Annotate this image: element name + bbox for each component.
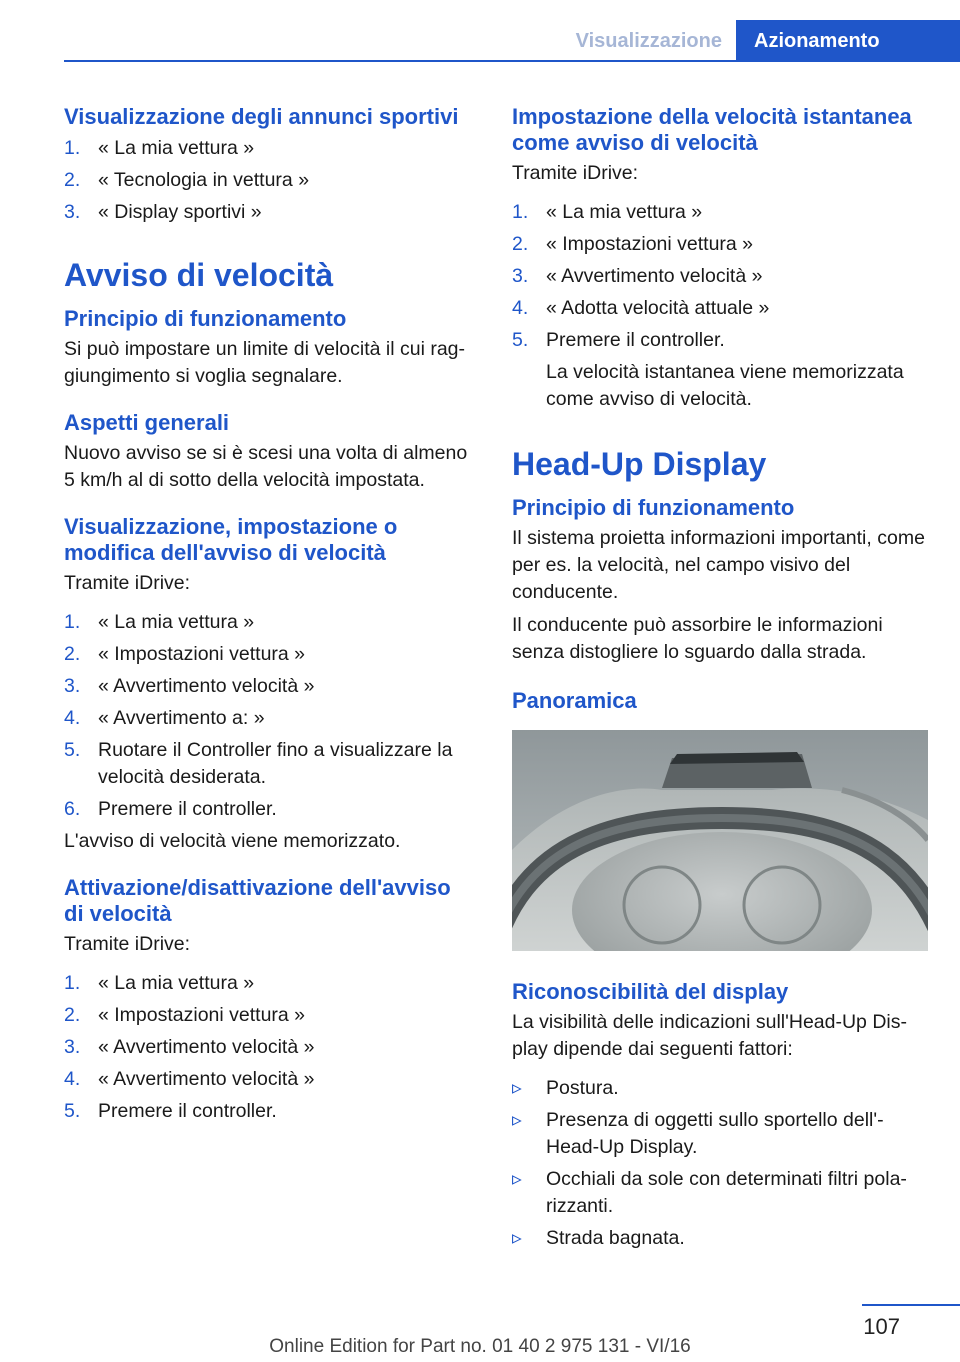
display-setting-heading: Visualizzazione, impostazione o modifica dell'avviso di velocità xyxy=(64,514,398,565)
hud-principle-p1: Il sistema proietta informazioni importanti, come per es. la velocità, nel campo visivo del conducente. xyxy=(512,527,925,603)
list-item: 1. « La mia vettura » xyxy=(64,137,255,159)
visibility-heading: Riconoscibilità del display xyxy=(512,979,789,1004)
list-item: 2. « Tecnologia in vettura » xyxy=(64,169,310,191)
tab-azionamento[interactable]: Azionamento xyxy=(736,20,960,62)
header-rule xyxy=(64,60,960,62)
triangle-right-icon: ▹ xyxy=(512,1227,522,1249)
tab-visualizzazione[interactable]: Visualizzazione xyxy=(564,20,736,62)
list-item: 2. « Impostazioni vettura » xyxy=(512,233,754,255)
right-column xyxy=(512,104,928,1252)
current-intro: Tramite iDrive: xyxy=(512,162,639,184)
display-intro: Tramite iDrive: xyxy=(64,572,191,594)
list-item: 3. « Display sportivi » xyxy=(64,201,262,223)
triangle-right-icon: ▹ xyxy=(512,1109,522,1131)
list-item: 3. « Avvertimento velocità » xyxy=(512,265,763,287)
hud-principle-p2: Il conducente può assorbire le informazioni senza distogliere lo sguardo dalla strada. xyxy=(512,614,883,663)
list-item: 1. « La mia vettura » xyxy=(512,201,703,223)
list-item: 2. « Impostazioni vettura » xyxy=(64,643,306,665)
list-item: 3. « Avvertimento velocità » xyxy=(64,675,315,697)
hud-dashboard-image xyxy=(512,730,928,951)
list-item: ▹ Presenza di oggetti sullo sportello dell'‐Head-Up Display. xyxy=(512,1107,928,1161)
general-heading: Aspetti generali xyxy=(64,410,230,435)
list-item: 5. Premere il controller. xyxy=(64,1100,277,1122)
list-item: 5. Ruotare il Controller fino a visualizzare la velocità desiderata. xyxy=(64,739,453,788)
list-item: 4. « Avvertimento a: » xyxy=(64,707,265,729)
activation-intro: Tramite iDrive: xyxy=(64,933,191,955)
page-number: 107 xyxy=(863,1314,900,1339)
visibility-factors-list xyxy=(512,1075,928,1252)
current-speed-heading: Impostazione della velocità istantanea come avviso di velocità xyxy=(512,104,912,155)
triangle-right-icon: ▹ xyxy=(512,1168,522,1190)
list-item: 2. « Impostazioni vettura » xyxy=(64,1004,306,1026)
triangle-right-icon: ▹ xyxy=(512,1077,522,1099)
step-text: Premere il controller. xyxy=(546,329,725,351)
footer-rule xyxy=(862,1304,960,1306)
step-detail: La velocità istantanea viene memorizzata come avviso di velocità. xyxy=(546,361,904,410)
speed-warning-heading: Avviso di velocità xyxy=(64,257,334,293)
hud-heading: Head-Up Display xyxy=(512,446,767,482)
principle-text: Si può impostare un limite di velocità il cui rag‐giungimento si voglia segnalare. xyxy=(64,338,466,387)
sport-display-heading: Visualizzazione degli annunci sportivi xyxy=(64,104,459,129)
principle-heading: Principio di funzionamento xyxy=(64,306,347,331)
list-item: 1. « La mia vettura » xyxy=(64,611,255,633)
visibility-text: La visibilità delle indicazioni sull'Head-Up Dis‐play dipende dai seguenti fattori: xyxy=(512,1011,907,1060)
list-item: 1. « La mia vettura » xyxy=(64,972,255,994)
footer-note: Online Edition for Part no. 01 40 2 975 131 - VI/16 xyxy=(269,1336,691,1357)
list-item: ▹ Strada bagnata. xyxy=(512,1225,928,1252)
list-item: 5. Premere il controller. La velocità istantanea viene memorizzata come avviso di velocità. xyxy=(512,327,928,413)
list-item: 4. « Adotta velocità attuale » xyxy=(512,297,770,319)
list-item: 3. « Avvertimento velocità » xyxy=(64,1036,315,1058)
list-item: ▹ Occhiali da sole con determinati filtri pola‐rizzanti. xyxy=(512,1166,928,1220)
list-item: 6. Premere il controller. xyxy=(64,798,277,820)
display-after-text: L'avviso di velocità viene memorizzato. xyxy=(64,830,401,852)
hud-principle-heading: Principio di funzionamento xyxy=(512,495,795,520)
dashboard-illustration xyxy=(512,730,928,951)
overview-heading: Panoramica xyxy=(512,688,637,713)
left-column xyxy=(64,104,476,1125)
activation-heading: Attivazione/disattivazione dell'avviso di velocità xyxy=(64,875,451,926)
display-steps-list xyxy=(64,609,476,823)
current-steps-list xyxy=(512,199,928,413)
activation-steps-list xyxy=(64,970,476,1125)
list-item: 4. « Avvertimento velocità » xyxy=(64,1068,315,1090)
header-tabs xyxy=(564,20,960,62)
sport-steps-list xyxy=(64,135,476,226)
general-text: Nuovo avviso se si è scesi una volta di almeno 5 km/h al di sotto della velocità impostata. xyxy=(64,442,468,491)
list-item: ▹ Postura. xyxy=(512,1075,928,1102)
